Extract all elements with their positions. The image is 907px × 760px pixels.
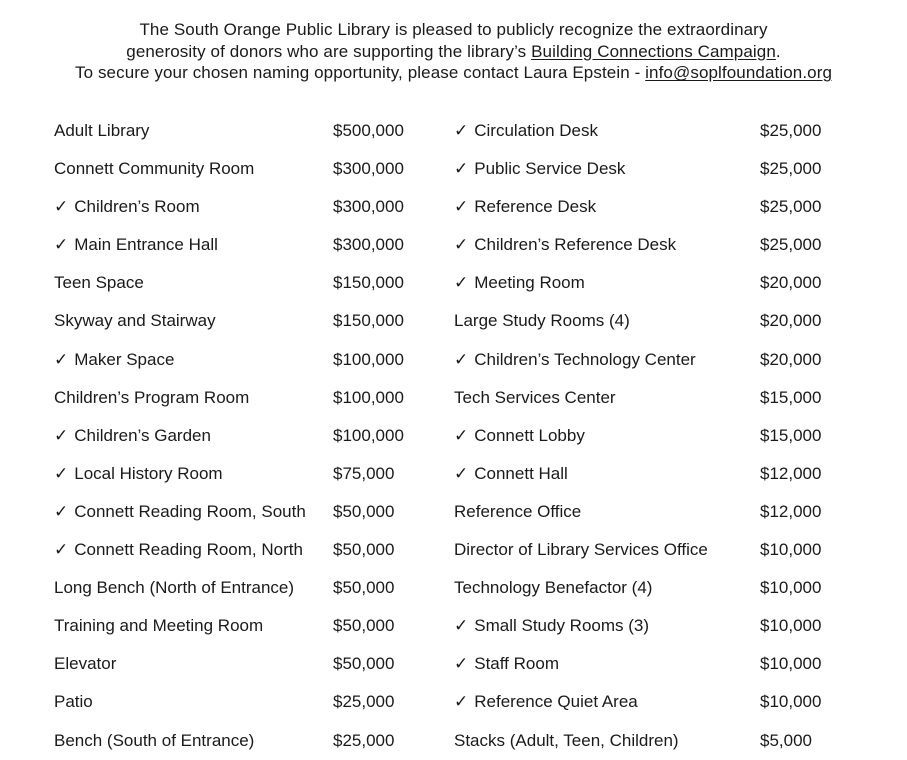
opportunity-label: Connett Lobby — [474, 425, 585, 445]
opportunity-name — [54, 531, 303, 569]
opportunity-label: Elevator — [54, 654, 117, 674]
opportunity-label: Children’s Room — [74, 197, 200, 217]
checkmark-icon: ✓ — [54, 349, 69, 369]
checkmark-icon: ✓ — [454, 425, 469, 445]
opportunity-name — [54, 645, 116, 683]
opportunity-name — [54, 417, 211, 455]
opportunity-name — [454, 188, 596, 226]
opportunity-amount: $10,000 — [760, 654, 822, 674]
checkmark-icon: ✓ — [454, 159, 469, 179]
opportunity-name — [454, 341, 696, 379]
opportunity-name — [54, 683, 93, 721]
opportunity-name — [454, 150, 625, 188]
opportunity-name — [454, 493, 581, 531]
opportunity-label: Main Entrance Hall — [74, 235, 218, 255]
opportunity-label: Local History Room — [74, 463, 223, 483]
opportunity-name — [54, 569, 294, 607]
opportunity-amount: $100,000 — [333, 387, 404, 407]
opportunity-label: Technology Benefactor (4) — [454, 578, 653, 598]
opportunity-label: Children’s Reference Desk — [474, 235, 677, 255]
opportunity-name — [454, 531, 708, 569]
checkmark-icon: ✓ — [54, 197, 69, 217]
opportunity-name — [454, 226, 676, 264]
opportunity-label: Tech Services Center — [454, 387, 616, 407]
checkmark-icon: ✓ — [454, 235, 469, 255]
opportunity-name — [54, 112, 149, 150]
opportunity-label: Large Study Rooms (4) — [454, 311, 630, 331]
opportunity-name — [54, 302, 216, 340]
opportunity-amount: $50,000 — [333, 616, 395, 636]
opportunity-label: Reference Quiet Area — [474, 692, 638, 712]
contact-email-link[interactable]: info@soplfoundation.org — [645, 63, 833, 82]
opportunity-name — [54, 379, 249, 417]
opportunity-label: Connett Reading Room, North — [74, 540, 303, 560]
opportunity-label: Connett Hall — [474, 463, 568, 483]
opportunity-label: Small Study Rooms (3) — [474, 616, 650, 636]
opportunity-label: Reference Office — [454, 501, 582, 521]
opportunity-label: Adult Library — [54, 121, 150, 140]
opportunity-label: Circulation Desk — [474, 121, 599, 140]
opportunity-amount: $25,000 — [760, 235, 822, 255]
intro-line-3-prefix: To secure your chosen naming opportunity, please contact Laura Epstein - — [74, 63, 646, 82]
opportunity-label: Stacks (Adult, Teen, Children) — [454, 730, 679, 750]
opportunity-amount: $50,000 — [333, 578, 395, 598]
opportunity-amount: $25,000 — [760, 121, 822, 140]
opportunity-amount: $50,000 — [333, 654, 395, 674]
checkmark-icon: ✓ — [454, 463, 469, 483]
opportunity-label: Long Bench (North of Entrance) — [54, 578, 295, 598]
checkmark-icon: ✓ — [54, 463, 69, 483]
opportunity-amount: $12,000 — [760, 463, 822, 483]
checkmark-icon: ✓ — [454, 121, 469, 140]
opportunity-name — [454, 264, 585, 302]
opportunity-amount: $12,000 — [760, 501, 822, 521]
opportunity-name — [54, 607, 263, 645]
opportunity-name — [454, 569, 652, 607]
campaign-link[interactable]: Building Connections Campaign — [531, 41, 776, 61]
opportunity-amount: $300,000 — [333, 159, 404, 179]
opportunity-label: Meeting Room — [474, 273, 585, 293]
opportunity-label: Children’s Program Room — [54, 387, 250, 407]
opportunity-label: Connett Community Room — [54, 159, 255, 179]
opportunity-amount: $50,000 — [333, 501, 395, 521]
opportunity-name — [454, 722, 679, 760]
intro-line-3 — [0, 62, 907, 84]
checkmark-icon: ✓ — [54, 425, 69, 445]
opportunity-amount: $10,000 — [760, 692, 822, 712]
opportunity-label: Director of Library Services Office — [454, 540, 708, 560]
opportunity-amount: $25,000 — [333, 730, 395, 750]
opportunity-label: Children’s Garden — [74, 425, 211, 445]
opportunity-name — [454, 302, 630, 340]
opportunity-name — [454, 645, 559, 683]
checkmark-icon: ✓ — [454, 692, 469, 712]
opportunity-name — [54, 341, 174, 379]
opportunity-amount: $25,000 — [333, 692, 395, 712]
checkmark-icon: ✓ — [54, 540, 69, 560]
opportunity-label: Staff Room — [474, 654, 559, 674]
opportunity-name — [454, 112, 598, 150]
opportunity-amount: $10,000 — [760, 540, 822, 560]
opportunity-amount: $10,000 — [760, 616, 822, 636]
opportunity-amount: $5,000 — [760, 730, 812, 750]
opportunity-amount: $300,000 — [333, 197, 404, 217]
opportunity-name — [54, 455, 223, 493]
opportunity-name — [454, 607, 649, 645]
intro-line-1: The South Orange Public Library is pleased to publicly recognize the extraordinary — [139, 20, 768, 39]
opportunity-amount: $10,000 — [760, 578, 822, 598]
checkmark-icon: ✓ — [454, 654, 469, 674]
intro-line-2-suffix: . — [775, 41, 781, 61]
opportunity-label: Bench (South of Entrance) — [54, 730, 255, 750]
opportunity-label: Patio — [54, 692, 93, 712]
opportunity-amount: $15,000 — [760, 387, 822, 407]
opportunity-name — [54, 188, 200, 226]
checkmark-icon: ✓ — [54, 235, 69, 255]
opportunity-amount: $20,000 — [760, 311, 822, 331]
opportunity-label: Children’s Technology Center — [474, 349, 696, 369]
opportunity-label: Public Service Desk — [474, 159, 626, 179]
opportunity-name — [54, 493, 306, 531]
opportunity-name — [454, 417, 585, 455]
checkmark-icon: ✓ — [454, 197, 469, 217]
opportunity-amount: $500,000 — [333, 121, 404, 140]
opportunity-amount: $100,000 — [333, 425, 404, 445]
checkmark-icon: ✓ — [54, 501, 69, 521]
intro-line-2 — [0, 41, 907, 63]
checkmark-icon: ✓ — [454, 616, 469, 636]
opportunity-label: Training and Meeting Room — [54, 616, 264, 636]
checkmark-icon: ✓ — [454, 273, 469, 293]
opportunity-amount: $150,000 — [333, 273, 404, 293]
opportunity-name — [454, 379, 616, 417]
opportunity-label: Reference Desk — [474, 197, 597, 217]
opportunity-amount: $300,000 — [333, 235, 404, 255]
checkmark-icon: ✓ — [454, 349, 469, 369]
opportunity-label: Teen Space — [54, 273, 144, 293]
opportunity-label: Skyway and Stairway — [54, 311, 216, 331]
opportunity-name — [54, 150, 254, 188]
opportunity-amount: $100,000 — [333, 349, 404, 369]
opportunity-label: Maker Space — [74, 349, 175, 369]
opportunity-name — [454, 683, 638, 721]
intro-line-2-prefix: generosity of donors who are supporting the library’s — [126, 41, 532, 61]
opportunity-amount: $75,000 — [333, 463, 395, 483]
intro-paragraph — [0, 19, 907, 84]
opportunity-name — [54, 722, 254, 760]
opportunity-name — [454, 455, 568, 493]
opportunity-amount: $150,000 — [333, 311, 404, 331]
opportunity-amount: $20,000 — [760, 349, 822, 369]
opportunity-amount: $15,000 — [760, 425, 822, 445]
opportunity-name — [54, 264, 144, 302]
opportunity-amount: $25,000 — [760, 197, 822, 217]
opportunity-amount: $50,000 — [333, 540, 395, 560]
opportunity-label: Connett Reading Room, South — [74, 501, 306, 521]
opportunity-amount: $20,000 — [760, 273, 822, 293]
opportunity-amount: $25,000 — [760, 159, 822, 179]
opportunity-name — [54, 226, 218, 264]
